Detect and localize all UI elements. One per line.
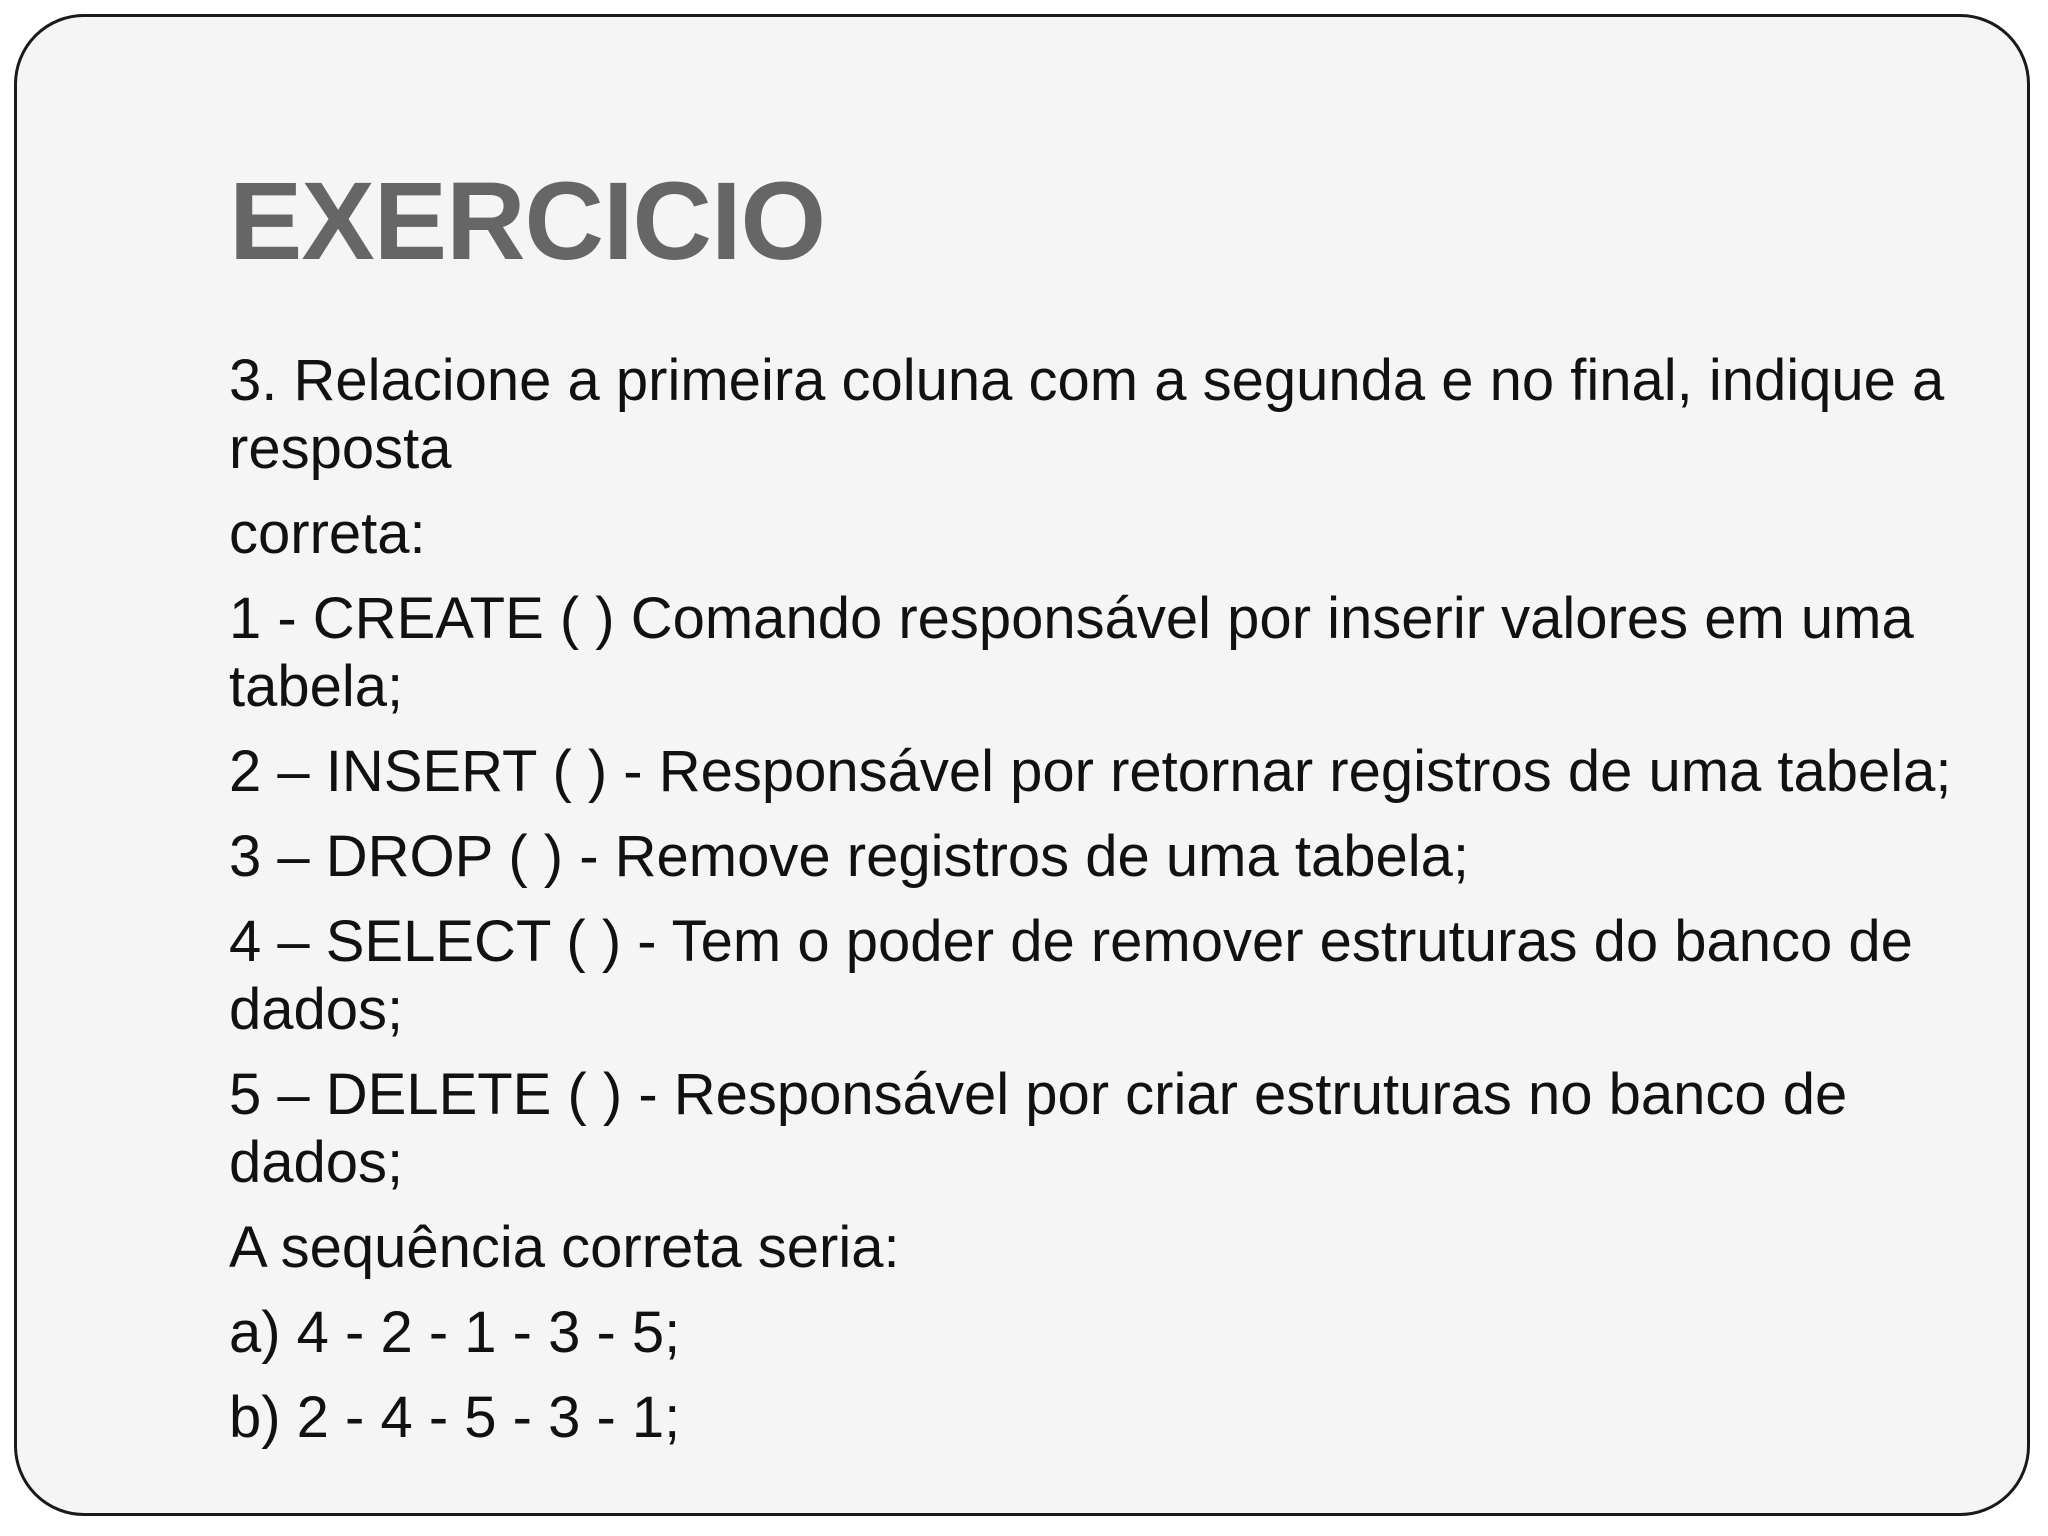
slide-title: EXERCICIO (229, 160, 826, 283)
slide-frame (14, 14, 2030, 1516)
option-a: a) 4 - 2 - 1 - 3 - 5; (229, 1300, 681, 1365)
slide-content (229, 347, 1989, 1469)
item-create: 1 - CREATE ( ) Comando responsável por inserir valores em uma tabela; (229, 586, 1914, 719)
question-intro: 3. Relacione a primeira coluna com a segunda e no final, indique a resposta (229, 348, 1945, 481)
sequence-prompt: A sequência correta seria: (229, 1215, 900, 1280)
item-drop: 3 – DROP ( ) - Remove registros de uma tabela; (229, 824, 1469, 889)
question-intro-continuation: correta: (229, 501, 426, 566)
item-insert: 2 – INSERT ( ) - Responsável por retornar registros de uma tabela; (229, 739, 1952, 804)
option-b: b) 2 - 4 - 5 - 3 - 1; (229, 1385, 681, 1450)
item-select: 4 – SELECT ( ) - Tem o poder de remover estruturas do banco de dados; (229, 909, 1913, 1042)
item-delete: 5 – DELETE ( ) - Responsável por criar estruturas no banco de dados; (229, 1062, 1848, 1195)
